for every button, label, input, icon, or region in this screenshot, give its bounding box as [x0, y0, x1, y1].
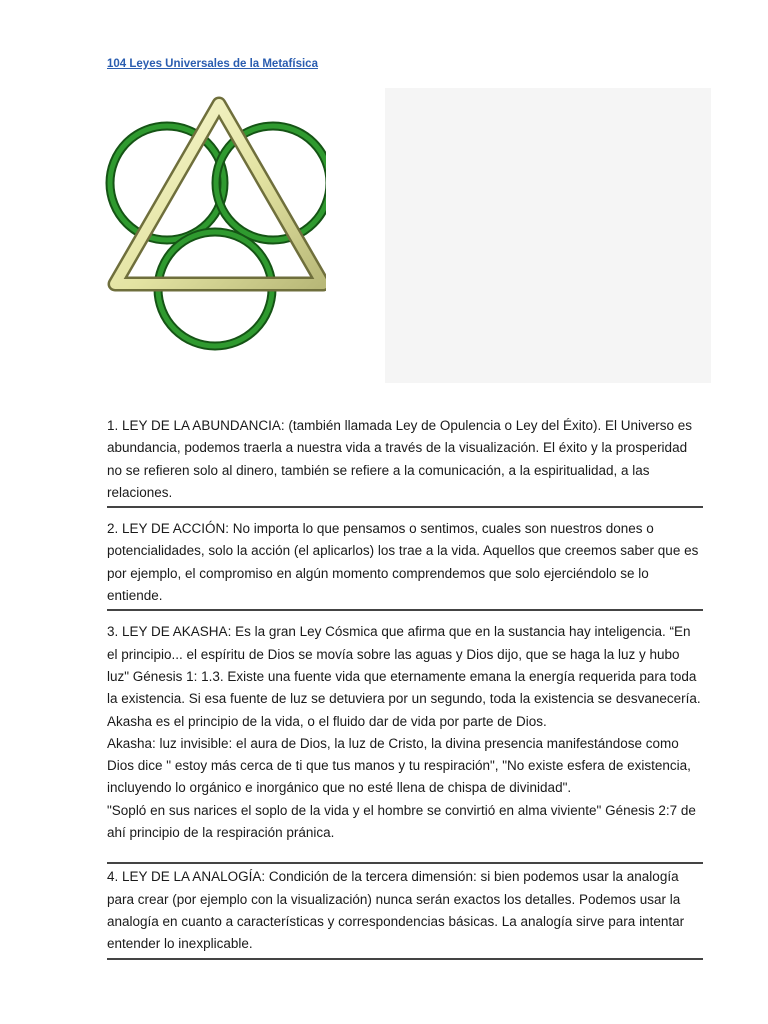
law-item [107, 621, 703, 846]
law-text: 2. LEY DE ACCIÓN: No importa lo que pensamos o sentimos, cuales son nuestros dones o potencialidades, solo la acción (el aplicarlos) los trae a la vida. Aquellos que creemos saber que es por ejemplo, el compromiso en algún momento comprendemos que solo ejerciéndolo se lo entiende. [107, 521, 699, 604]
triquetra-triangle-icon [104, 96, 326, 372]
law-text: 1. LEY DE LA ABUNDANCIA: (también llamada Ley de Opulencia o Ley del Éxito). El Universo es abundancia, podemos traerla a nuestra vida a través de la visualización. El éxito y la prosperidad no se refieren solo al dinero, también se refiere a la comunicación, a la espiritualidad, a las relaciones. [107, 418, 693, 500]
title-link[interactable]: 104 Leyes Universales de la Metafísica [107, 58, 318, 70]
law-text: Akasha: luz invisible: el aura de Dios, la luz de Cristo, la divina presencia manifestándose como Dios dice " estoy más cerca de ti que tus manos y tu respiración", "No existe esfera de existencia, incluyendo lo orgánico e inorgánico que no esté llena de chispa de divinidad". [107, 735, 691, 796]
law-text: 4. LEY DE LA ANALOGÍA: Condición de la tercera dimensión: si bien podemos usar la analogía para crear (por ejemplo con la visualización) nunca serán exactos los detalles. Podemos usar la analogía en cuanto a características y correspondencias básicas. La analogía sirve para intentar entender lo inexplicable. [107, 869, 685, 952]
laws-list [107, 415, 703, 970]
law-item [107, 862, 703, 959]
image-placeholder [385, 88, 711, 383]
law-text: 3. LEY DE AKASHA: Es la gran Ley Cósmica que afirma que en la sustancia hay inteligencia. “En el principio... el espíritu de Dios se movía sobre las aguas y Dios dijo, que se haga la luz y hubo luz" Génesis 1: 1.3. Existe una fuente vida que eternamente emana la energía requerida para toda la existencia. Si esa fuente de luz se detuviera por un segundo, toda la existencia se desvanecería. Akasha es el principio de la vida, o el fluido dar de vida por parte de Dios. [107, 624, 701, 729]
law-item [107, 415, 703, 508]
law-item [107, 518, 703, 611]
law-text: "Sopló en sus narices el soplo de la vida y el hombre se convirtió en alma viviente" Génesis 2:7 de ahí principio de la respiración pránica. [107, 802, 696, 841]
